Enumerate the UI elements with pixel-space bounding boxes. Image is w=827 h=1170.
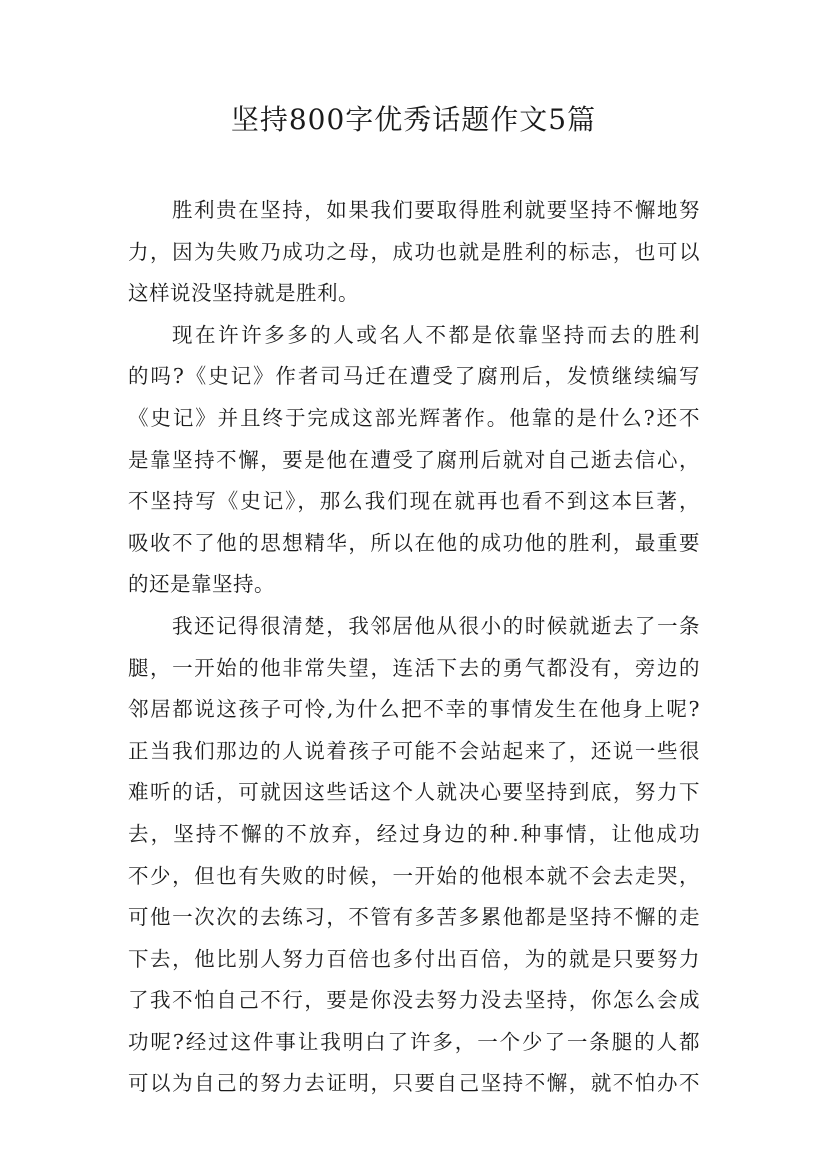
paragraph-line: 可他一次次的去练习，不管有多苦多累他都是坚持不懈的走 bbox=[128, 905, 700, 930]
paragraph-line: 胜利贵在坚持，如果我们要取得胜利就要坚持不懈地努 bbox=[172, 198, 700, 222]
paragraph-line: 不坚持写《史记》，那么我们现在就再也看不到这本巨著， bbox=[128, 489, 700, 514]
paragraph-line: 是靠坚持不懈，要是他在遭受了腐刑后就对自己逝去信心， bbox=[128, 447, 700, 472]
paragraph-line: 腿，一开始的他非常失望，连活下去的勇气都没有，旁边的 bbox=[128, 655, 700, 680]
paragraph-line: 现在许许多多的人或名人不都是依靠坚持而去的胜利 bbox=[172, 322, 700, 347]
paragraph-line: 的还是靠坚持。 bbox=[128, 572, 275, 597]
paragraph-line: 下去，他比别人努力百倍也多付出百倍，为的就是只要努力 bbox=[128, 946, 700, 971]
paragraph-line: 吸收不了他的思想精华，所以在他的成功他的胜利，最重要 bbox=[128, 530, 700, 555]
paragraph-line: 我还记得很清楚，我邻居他从很小的时候就逝去了一条 bbox=[172, 613, 700, 638]
paragraph-line: 邻居都说这孩子可怜,为什么把不幸的事情发生在他身上呢? bbox=[128, 697, 700, 722]
paragraph-line: 难听的话，可就因这些话这个人就决心要坚持到底，努力下 bbox=[128, 780, 700, 805]
document-title: 坚持800字优秀话题作文5篇 bbox=[230, 103, 597, 136]
paragraph-line: 力，因为失败乃成功之母，成功也就是胜利的标志，也可以 bbox=[128, 239, 700, 264]
paragraph-line: 可以为自己的努力去证明，只要自己坚持不懈，就不怕办不 bbox=[128, 1071, 700, 1096]
paragraph-line: 《史记》并且终于完成这部光辉著作。他靠的是什么?还不 bbox=[128, 405, 700, 430]
paragraph-line: 不少，但也有失败的时候，一开始的他根本就不会去走哭， bbox=[128, 863, 700, 888]
document-body bbox=[128, 190, 700, 1105]
paragraph-line: 的吗?《史记》作者司马迁在遭受了腐刑后，发愤继续编写 bbox=[128, 364, 700, 389]
paragraph-line: 正当我们那边的人说着孩子可能不会站起来了，还说一些很 bbox=[128, 738, 700, 763]
paragraph-line: 这样说没坚持就是胜利。 bbox=[128, 281, 359, 306]
paragraph-line: 了我不怕自己不行，要是你没去努力没去坚持，你怎么会成 bbox=[128, 988, 700, 1013]
paragraph-line: 去，坚持不懈的不放弃，经过身边的种.种事情，让他成功 bbox=[128, 821, 700, 846]
paragraph-line: 功呢?经过这件事让我明白了许多，一个少了一条腿的人都 bbox=[128, 1029, 700, 1054]
